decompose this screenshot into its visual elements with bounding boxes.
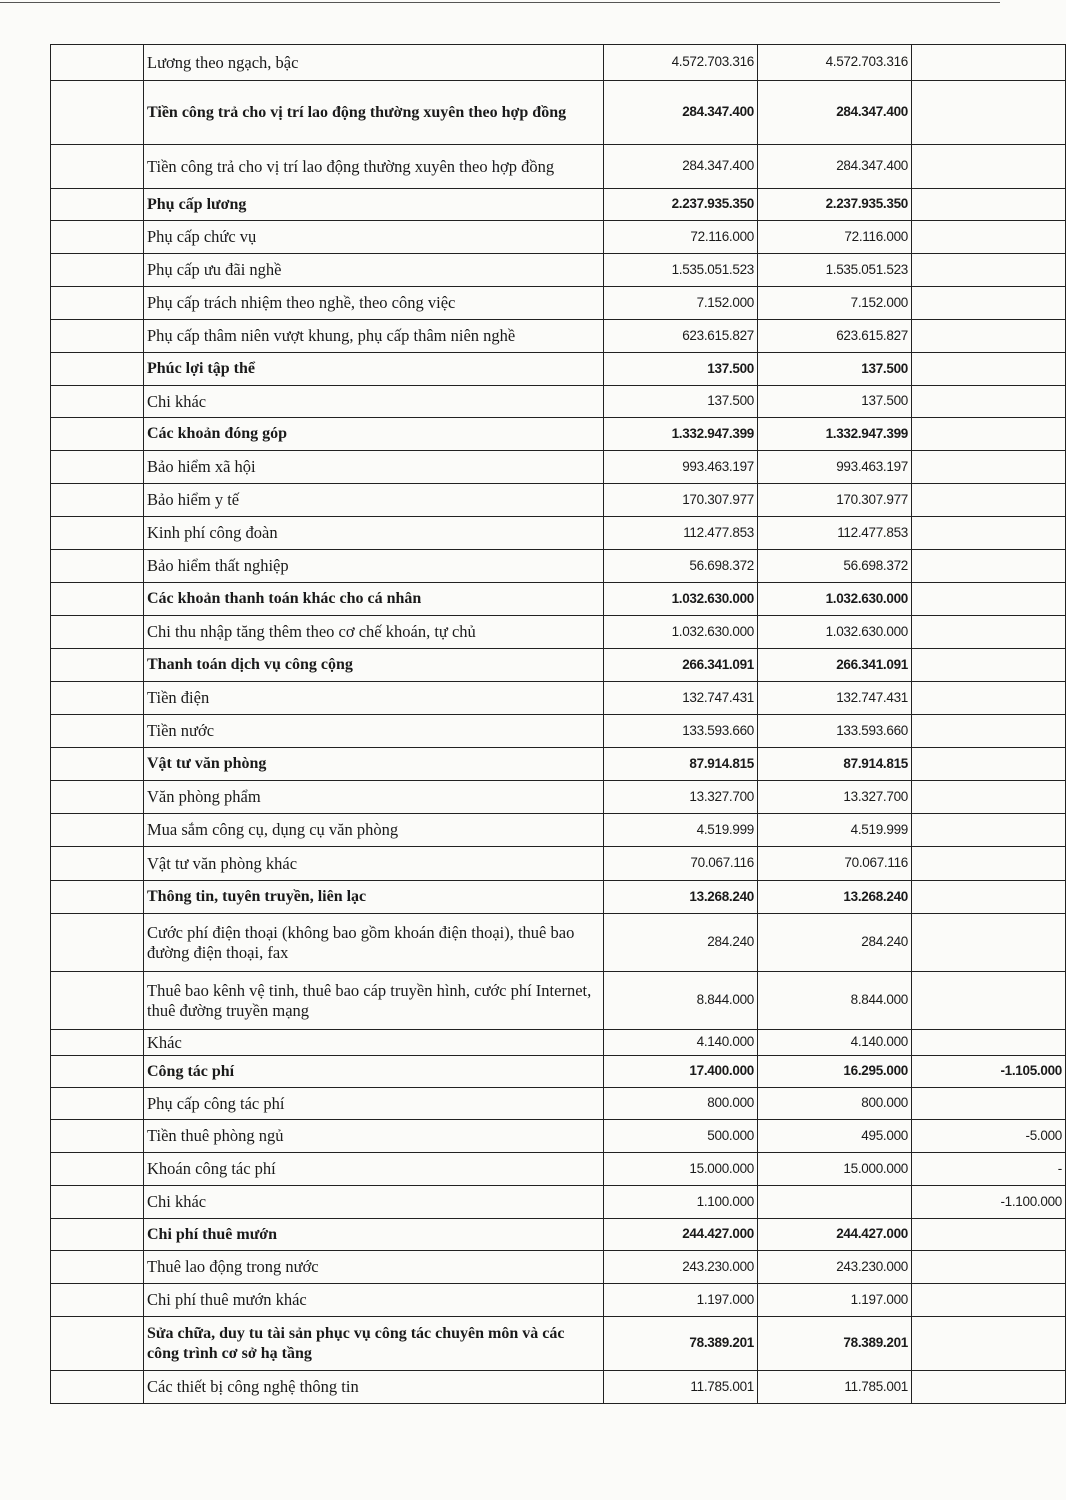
row-value-difference: - — [912, 1153, 1066, 1186]
row-value-settled: 495.000 — [758, 1120, 912, 1153]
row-value-estimate: 133.593.660 — [604, 715, 758, 748]
row-value-difference — [912, 847, 1066, 881]
row-value-settled: 13.268.240 — [758, 881, 912, 914]
row-description: Thanh toán dịch vụ công cộng — [144, 649, 604, 682]
row-index-cell — [51, 1186, 144, 1219]
row-index-cell — [51, 320, 144, 353]
table-row — [51, 189, 1066, 221]
table-row — [51, 1030, 1066, 1056]
table-row — [51, 287, 1066, 320]
table-row — [51, 353, 1066, 386]
row-index-cell — [51, 145, 144, 189]
row-index-cell — [51, 1088, 144, 1120]
row-value-settled: 133.593.660 — [758, 715, 912, 748]
table-row — [51, 914, 1066, 972]
row-value-settled: 1.197.000 — [758, 1284, 912, 1317]
row-value-difference — [912, 287, 1066, 320]
row-description: Các khoản đóng góp — [144, 418, 604, 451]
row-description: Chi khác — [144, 386, 604, 418]
row-value-settled: 2.237.935.350 — [758, 189, 912, 221]
row-index-cell — [51, 1251, 144, 1284]
row-value-estimate: 13.268.240 — [604, 881, 758, 914]
row-value-settled: 56.698.372 — [758, 550, 912, 583]
row-index-cell — [51, 616, 144, 649]
row-description: Tiền điện — [144, 682, 604, 715]
row-value-settled: 13.327.700 — [758, 781, 912, 814]
row-value-difference — [912, 418, 1066, 451]
row-value-estimate: 284.347.400 — [604, 81, 758, 145]
row-value-estimate: 17.400.000 — [604, 1056, 758, 1088]
row-value-settled — [758, 1186, 912, 1219]
row-value-settled: 16.295.000 — [758, 1056, 912, 1088]
row-value-difference — [912, 1030, 1066, 1056]
row-index-cell — [51, 1371, 144, 1404]
row-index-cell — [51, 583, 144, 616]
table-row — [51, 1371, 1066, 1404]
table-row — [51, 484, 1066, 517]
row-description: Khoán công tác phí — [144, 1153, 604, 1186]
budget-table-body — [51, 45, 1066, 1404]
row-index-cell — [51, 1219, 144, 1251]
row-description: Công tác phí — [144, 1056, 604, 1088]
row-value-difference — [912, 484, 1066, 517]
row-value-estimate: 15.000.000 — [604, 1153, 758, 1186]
row-value-settled: 4.140.000 — [758, 1030, 912, 1056]
row-value-difference — [912, 1317, 1066, 1371]
row-index-cell — [51, 81, 144, 145]
row-value-estimate: 1.032.630.000 — [604, 583, 758, 616]
row-value-estimate: 993.463.197 — [604, 451, 758, 484]
row-description: Phụ cấp trách nhiệm theo nghề, theo công việc — [144, 287, 604, 320]
row-value-difference — [912, 914, 1066, 972]
row-value-difference — [912, 145, 1066, 189]
table-row — [51, 550, 1066, 583]
row-index-cell — [51, 847, 144, 881]
row-value-estimate: 4.519.999 — [604, 814, 758, 847]
row-value-difference: -1.105.000 — [912, 1056, 1066, 1088]
row-value-difference — [912, 715, 1066, 748]
row-description: Mua sắm công cụ, dụng cụ văn phòng — [144, 814, 604, 847]
table-row — [51, 715, 1066, 748]
table-row — [51, 881, 1066, 914]
row-value-estimate: 244.427.000 — [604, 1219, 758, 1251]
row-value-settled: 284.347.400 — [758, 145, 912, 189]
row-description: Sửa chữa, duy tu tài sản phục vụ công tác chuyên môn và các công trình cơ sở hạ tầng — [144, 1317, 604, 1371]
table-row — [51, 320, 1066, 353]
row-value-settled: 1.332.947.399 — [758, 418, 912, 451]
row-value-settled: 4.519.999 — [758, 814, 912, 847]
row-value-settled: 1.032.630.000 — [758, 583, 912, 616]
row-value-difference — [912, 781, 1066, 814]
row-value-settled: 7.152.000 — [758, 287, 912, 320]
table-row — [51, 1153, 1066, 1186]
row-description: Chi khác — [144, 1186, 604, 1219]
row-value-difference — [912, 682, 1066, 715]
row-value-difference — [912, 972, 1066, 1030]
row-value-difference: -1.100.000 — [912, 1186, 1066, 1219]
table-row — [51, 649, 1066, 682]
row-value-difference — [912, 254, 1066, 287]
row-value-settled: 72.116.000 — [758, 221, 912, 254]
row-value-settled: 87.914.815 — [758, 748, 912, 781]
row-value-difference — [912, 353, 1066, 386]
row-index-cell — [51, 1284, 144, 1317]
row-index-cell — [51, 517, 144, 550]
row-value-estimate: 87.914.815 — [604, 748, 758, 781]
row-value-estimate: 8.844.000 — [604, 972, 758, 1030]
row-value-difference — [912, 616, 1066, 649]
row-value-estimate: 4.572.703.316 — [604, 45, 758, 81]
row-value-estimate: 284.347.400 — [604, 145, 758, 189]
table-row — [51, 517, 1066, 550]
table-row — [51, 418, 1066, 451]
table-row — [51, 814, 1066, 847]
row-index-cell — [51, 748, 144, 781]
row-value-estimate: 78.389.201 — [604, 1317, 758, 1371]
row-value-estimate: 112.477.853 — [604, 517, 758, 550]
row-index-cell — [51, 550, 144, 583]
table-row — [51, 682, 1066, 715]
row-value-settled: 243.230.000 — [758, 1251, 912, 1284]
row-value-settled: 284.240 — [758, 914, 912, 972]
row-value-settled: 1.535.051.523 — [758, 254, 912, 287]
row-value-estimate: 1.535.051.523 — [604, 254, 758, 287]
table-row — [51, 1219, 1066, 1251]
row-description: Phúc lợi tập thể — [144, 353, 604, 386]
row-value-difference — [912, 583, 1066, 616]
row-value-settled: 244.427.000 — [758, 1219, 912, 1251]
table-row — [51, 386, 1066, 418]
row-value-estimate: 284.240 — [604, 914, 758, 972]
row-index-cell — [51, 1120, 144, 1153]
table-row — [51, 221, 1066, 254]
row-value-estimate: 623.615.827 — [604, 320, 758, 353]
row-value-estimate: 266.341.091 — [604, 649, 758, 682]
row-index-cell — [51, 682, 144, 715]
row-description: Các khoản thanh toán khác cho cá nhân — [144, 583, 604, 616]
row-value-difference — [912, 1371, 1066, 1404]
row-description: Tiền nước — [144, 715, 604, 748]
row-value-settled: 993.463.197 — [758, 451, 912, 484]
row-value-estimate: 500.000 — [604, 1120, 758, 1153]
row-description: Chi thu nhập tăng thêm theo cơ chế khoán, tự chủ — [144, 616, 604, 649]
row-description: Phụ cấp chức vụ — [144, 221, 604, 254]
row-description: Chi phí thuê mướn — [144, 1219, 604, 1251]
row-value-estimate: 11.785.001 — [604, 1371, 758, 1404]
row-value-difference — [912, 1219, 1066, 1251]
row-index-cell — [51, 386, 144, 418]
row-value-estimate: 13.327.700 — [604, 781, 758, 814]
table-row — [51, 1284, 1066, 1317]
row-value-settled: 170.307.977 — [758, 484, 912, 517]
table-row — [51, 616, 1066, 649]
table-row — [51, 1088, 1066, 1120]
row-index-cell — [51, 418, 144, 451]
row-value-settled: 137.500 — [758, 353, 912, 386]
row-description: Vật tư văn phòng khác — [144, 847, 604, 881]
row-value-difference — [912, 45, 1066, 81]
row-value-settled: 8.844.000 — [758, 972, 912, 1030]
row-description: Khác — [144, 1030, 604, 1056]
budget-table — [50, 44, 1066, 1404]
row-value-estimate: 7.152.000 — [604, 287, 758, 320]
row-value-difference — [912, 881, 1066, 914]
row-value-difference — [912, 386, 1066, 418]
table-row — [51, 583, 1066, 616]
scan-edge-line — [0, 2, 1000, 3]
row-index-cell — [51, 814, 144, 847]
table-row — [51, 1056, 1066, 1088]
row-description: Các thiết bị công nghệ thông tin — [144, 1371, 604, 1404]
row-value-difference — [912, 1088, 1066, 1120]
row-description: Thuê lao động trong nước — [144, 1251, 604, 1284]
row-description: Lương theo ngạch, bậc — [144, 45, 604, 81]
row-index-cell — [51, 914, 144, 972]
table-row — [51, 45, 1066, 81]
row-value-estimate: 170.307.977 — [604, 484, 758, 517]
row-index-cell — [51, 715, 144, 748]
row-value-settled: 4.572.703.316 — [758, 45, 912, 81]
row-index-cell — [51, 45, 144, 81]
row-value-estimate: 132.747.431 — [604, 682, 758, 715]
row-value-estimate: 1.032.630.000 — [604, 616, 758, 649]
row-index-cell — [51, 254, 144, 287]
row-index-cell — [51, 353, 144, 386]
row-value-difference — [912, 748, 1066, 781]
table-row — [51, 748, 1066, 781]
row-index-cell — [51, 1056, 144, 1088]
table-row — [51, 254, 1066, 287]
table-row — [51, 972, 1066, 1030]
row-value-estimate: 137.500 — [604, 386, 758, 418]
row-index-cell — [51, 451, 144, 484]
table-row — [51, 145, 1066, 189]
row-value-estimate: 72.116.000 — [604, 221, 758, 254]
row-value-difference — [912, 649, 1066, 682]
row-description: Thông tin, tuyên truyền, liên lạc — [144, 881, 604, 914]
row-description: Phụ cấp thâm niên vượt khung, phụ cấp thâm niên nghề — [144, 320, 604, 353]
row-value-estimate: 56.698.372 — [604, 550, 758, 583]
row-description: Chi phí thuê mướn khác — [144, 1284, 604, 1317]
row-description: Cước phí điện thoại (không bao gồm khoán điện thoại), thuê bao đường điện thoại, fax — [144, 914, 604, 972]
row-description: Vật tư văn phòng — [144, 748, 604, 781]
row-value-difference — [912, 1251, 1066, 1284]
row-description: Kinh phí công đoàn — [144, 517, 604, 550]
row-value-difference — [912, 81, 1066, 145]
row-index-cell — [51, 484, 144, 517]
row-value-difference: -5.000 — [912, 1120, 1066, 1153]
row-value-settled: 1.032.630.000 — [758, 616, 912, 649]
row-value-difference — [912, 517, 1066, 550]
row-value-settled: 70.067.116 — [758, 847, 912, 881]
row-value-settled: 112.477.853 — [758, 517, 912, 550]
table-row — [51, 1251, 1066, 1284]
row-value-estimate: 137.500 — [604, 353, 758, 386]
row-description: Phụ cấp lương — [144, 189, 604, 221]
row-index-cell — [51, 287, 144, 320]
row-value-estimate: 4.140.000 — [604, 1030, 758, 1056]
row-description: Bảo hiểm thất nghiệp — [144, 550, 604, 583]
row-value-settled: 11.785.001 — [758, 1371, 912, 1404]
row-value-difference — [912, 451, 1066, 484]
row-value-estimate: 1.100.000 — [604, 1186, 758, 1219]
row-index-cell — [51, 1317, 144, 1371]
row-value-settled: 623.615.827 — [758, 320, 912, 353]
row-value-settled: 266.341.091 — [758, 649, 912, 682]
row-description: Bảo hiểm xã hội — [144, 451, 604, 484]
row-description: Tiền công trả cho vị trí lao động thường xuyên theo hợp đồng — [144, 145, 604, 189]
row-value-settled: 15.000.000 — [758, 1153, 912, 1186]
table-row — [51, 847, 1066, 881]
table-row — [51, 781, 1066, 814]
row-description: Phụ cấp công tác phí — [144, 1088, 604, 1120]
table-row — [51, 1317, 1066, 1371]
row-value-difference — [912, 320, 1066, 353]
row-description: Bảo hiểm y tế — [144, 484, 604, 517]
row-description: Thuê bao kênh vệ tinh, thuê bao cáp truyền hình, cước phí Internet, thuê đường truyền mạng — [144, 972, 604, 1030]
row-value-settled: 137.500 — [758, 386, 912, 418]
row-value-difference — [912, 814, 1066, 847]
row-index-cell — [51, 1153, 144, 1186]
row-index-cell — [51, 189, 144, 221]
row-value-estimate: 1.197.000 — [604, 1284, 758, 1317]
row-value-difference — [912, 189, 1066, 221]
row-index-cell — [51, 221, 144, 254]
row-description: Phụ cấp ưu đãi nghề — [144, 254, 604, 287]
table-row — [51, 451, 1066, 484]
table-row — [51, 1186, 1066, 1219]
row-index-cell — [51, 972, 144, 1030]
row-value-estimate: 1.332.947.399 — [604, 418, 758, 451]
row-value-settled: 284.347.400 — [758, 81, 912, 145]
row-value-difference — [912, 550, 1066, 583]
row-value-difference — [912, 221, 1066, 254]
row-value-settled: 132.747.431 — [758, 682, 912, 715]
row-value-estimate: 70.067.116 — [604, 847, 758, 881]
row-value-settled: 800.000 — [758, 1088, 912, 1120]
table-row — [51, 81, 1066, 145]
row-index-cell — [51, 781, 144, 814]
row-description: Văn phòng phẩm — [144, 781, 604, 814]
row-value-estimate: 2.237.935.350 — [604, 189, 758, 221]
row-value-settled: 78.389.201 — [758, 1317, 912, 1371]
row-value-difference — [912, 1284, 1066, 1317]
row-description: Tiền thuê phòng ngủ — [144, 1120, 604, 1153]
table-row — [51, 1120, 1066, 1153]
row-index-cell — [51, 1030, 144, 1056]
row-index-cell — [51, 881, 144, 914]
row-value-estimate: 800.000 — [604, 1088, 758, 1120]
row-index-cell — [51, 649, 144, 682]
row-value-estimate: 243.230.000 — [604, 1251, 758, 1284]
row-description: Tiền công trả cho vị trí lao động thường xuyên theo hợp đồng — [144, 81, 604, 145]
